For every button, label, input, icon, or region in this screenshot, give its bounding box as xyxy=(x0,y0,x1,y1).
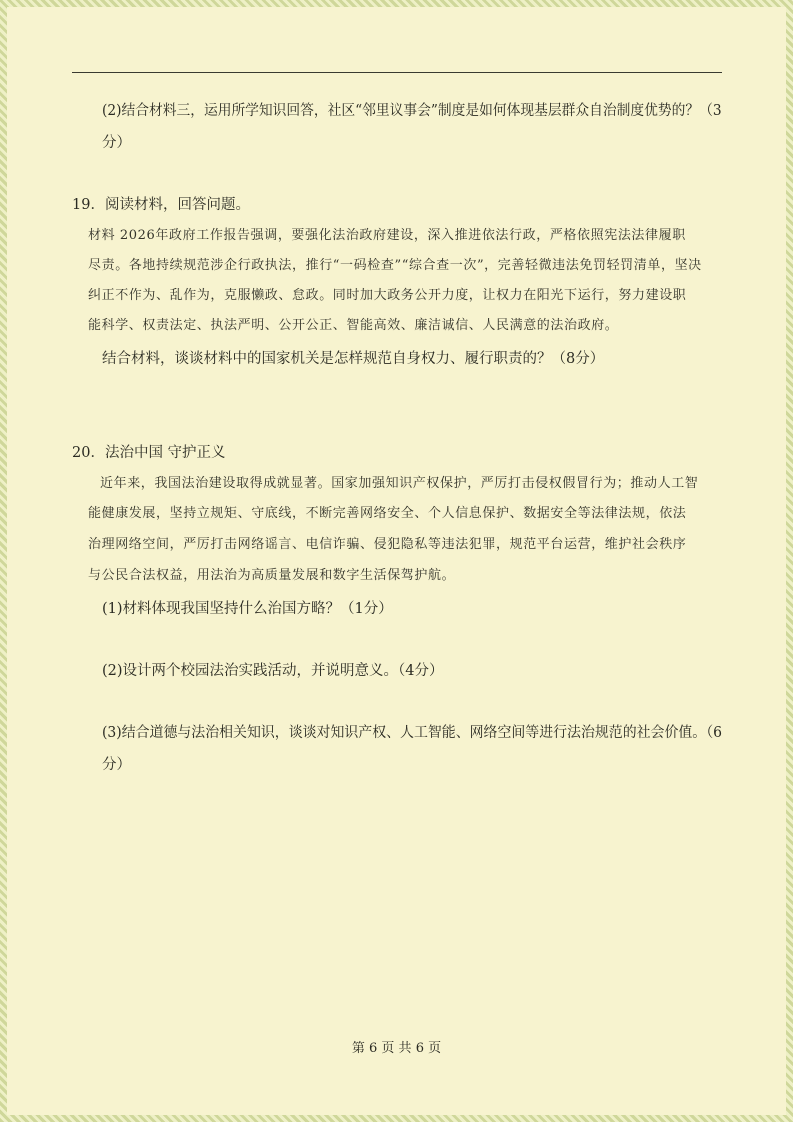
q20-part3-line2: 分） xyxy=(102,757,131,773)
q19-heading: 19．阅读材料，回答问题。 xyxy=(72,197,250,213)
q20-part1: (1)材料体现我国坚持什么治国方略？（1分） xyxy=(102,601,393,617)
q20-material-line: 与公民合法权益，用法治为高质量发展和数字生活保驾护航。 xyxy=(88,568,456,583)
q19-material-line: 材料 2026年政府工作报告强调，要强化法治政府建设，深入推进依法行政，严格依照宪法法律履职 xyxy=(88,228,686,243)
q19-question: 结合材料，谈谈材料中的国家机关是怎样规范自身权力、履行职责的？（8分） xyxy=(102,351,605,367)
page-number: 第 6 页 共 6 页 xyxy=(351,1041,442,1056)
q20-material-line: 能健康发展，坚持立规矩、守底线，不断完善网络安全、个人信息保护、数据安全等法律法规，依法 xyxy=(88,506,687,521)
q20-material-line: 治理网络空间，严厉打击网络谣言、电信诈骗、侵犯隐私等违法犯罪，规范平台运营，维护社会秩序 xyxy=(88,537,687,552)
q19-material-line: 尽责。各地持续规范涉企行政执法，推行“一码检查”“综合查一次”，完善轻微违法免罚轻罚清单，坚决 xyxy=(88,258,702,273)
q19-material-line: 能科学、权责法定、执法严明、公开公正、智能高效、廉洁诚信、人民满意的法治政府。 xyxy=(88,318,619,333)
q20-part2: (2)设计两个校园法治实践活动，并说明意义。（4分） xyxy=(102,663,444,679)
q18-part2-line2: 分） xyxy=(102,135,131,151)
q18-part2-line1: (2)结合材料三，运用所学知识回答，社区“邻里议事会”制度是如何体现基层群众自治制度优势的？（3 xyxy=(102,103,722,119)
q20-heading: 20．法治中国 守护正义 xyxy=(72,445,226,461)
q20-material-line: 近年来，我国法治建设取得成就显著。国家加强知识产权保护，严厉打击侵权假冒行为；推动人工智 xyxy=(100,476,699,491)
header-rule xyxy=(72,72,722,73)
q19-material-line: 纠正不作为、乱作为，克服懒政、怠政。同时加大政务公开力度，让权力在阳光下运行，努力建设职 xyxy=(88,288,687,303)
q20-part3-line1: (3)结合道德与法治相关知识，谈谈对知识产权、人工智能、网络空间等进行法治规范的社会价值。（6 xyxy=(102,725,723,741)
